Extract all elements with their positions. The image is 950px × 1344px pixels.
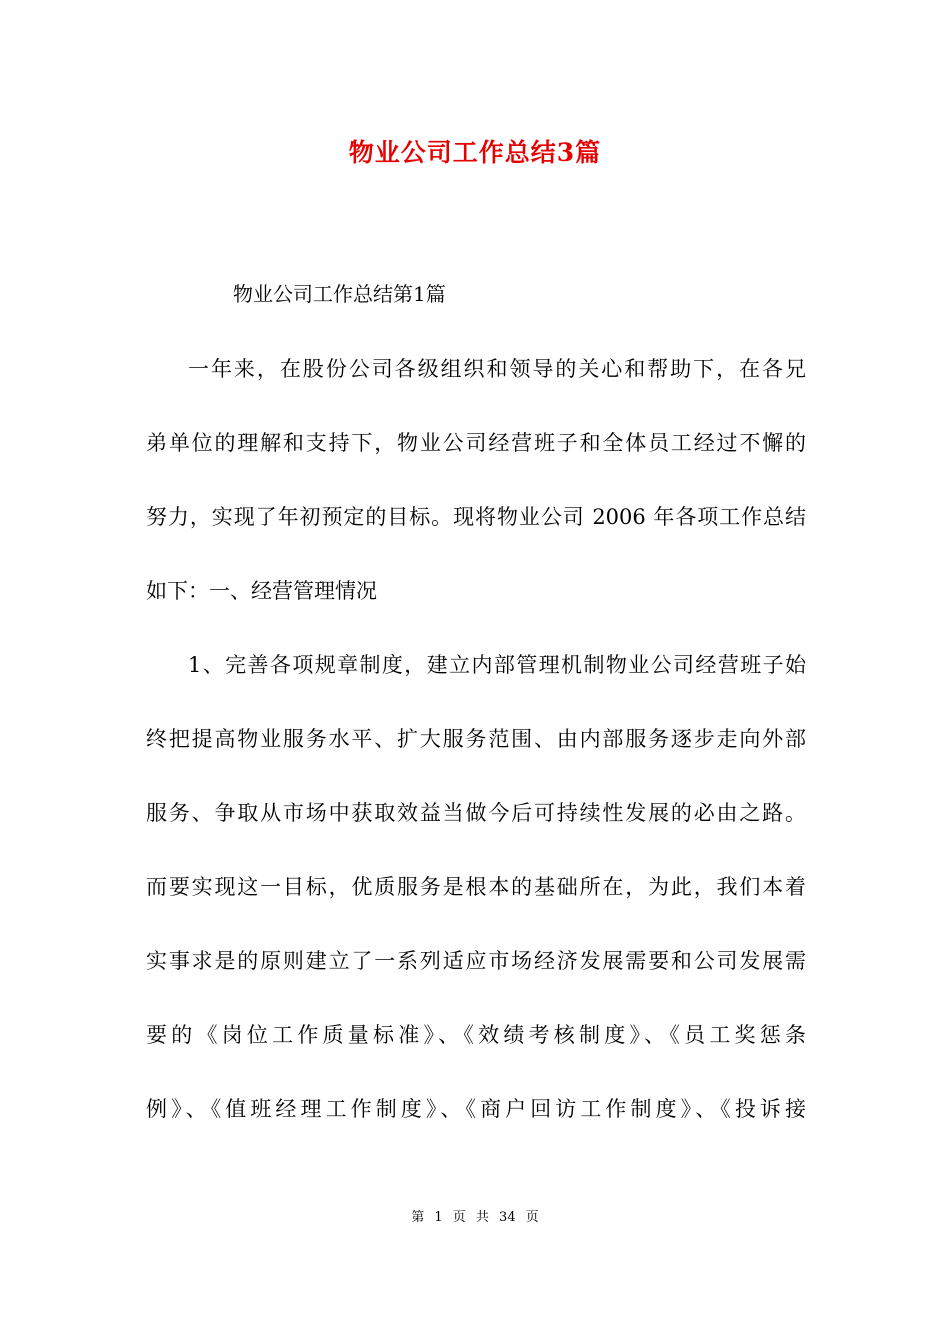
paragraph-line: 终把提高物业服务水平、扩大服务范围、由内部服务逐步走向外部 — [146, 727, 806, 751]
paragraph-line: 实事求是的原则建立了一系列适应市场经济发展需要和公司发展需 — [146, 949, 806, 973]
paragraph-line: 服务、争取从市场中获取效益当做今后可持续性发展的必由之路。 — [146, 801, 806, 825]
document-title: 物业公司工作总结3篇 — [348, 138, 602, 167]
paragraph-line: 而要实现这一目标，优质服务是根本的基础所在，为此，我们本着 — [146, 875, 806, 899]
paragraph-line: 努力，实现了年初预定的目标。现将物业公司 2006 年各项工作总结 — [146, 505, 806, 529]
paragraph-line: 要的《岗位工作质量标准》、《效绩考核制度》、《员工奖惩条 — [146, 1023, 806, 1047]
paragraph-line: 一年来，在股份公司各级组织和领导的关心和帮助下，在各兄 — [188, 357, 806, 381]
paragraph-line: 例》、《值班经理工作制度》、《商户回访工作制度》、《投诉接 — [146, 1097, 806, 1121]
body-text — [146, 349, 806, 1163]
section-heading: 物业公司工作总结第1篇 — [233, 282, 446, 306]
paragraph-line: 如下：一、经营管理情况 — [146, 579, 377, 603]
page-number-footer: 第 1 页 共 34 页 — [411, 1210, 539, 1225]
paragraph-line: 1、完善各项规章制度，建立内部管理机制物业公司经营班子始 — [188, 653, 806, 677]
paragraph-line: 弟单位的理解和支持下，物业公司经营班子和全体员工经过不懈的 — [146, 431, 806, 455]
